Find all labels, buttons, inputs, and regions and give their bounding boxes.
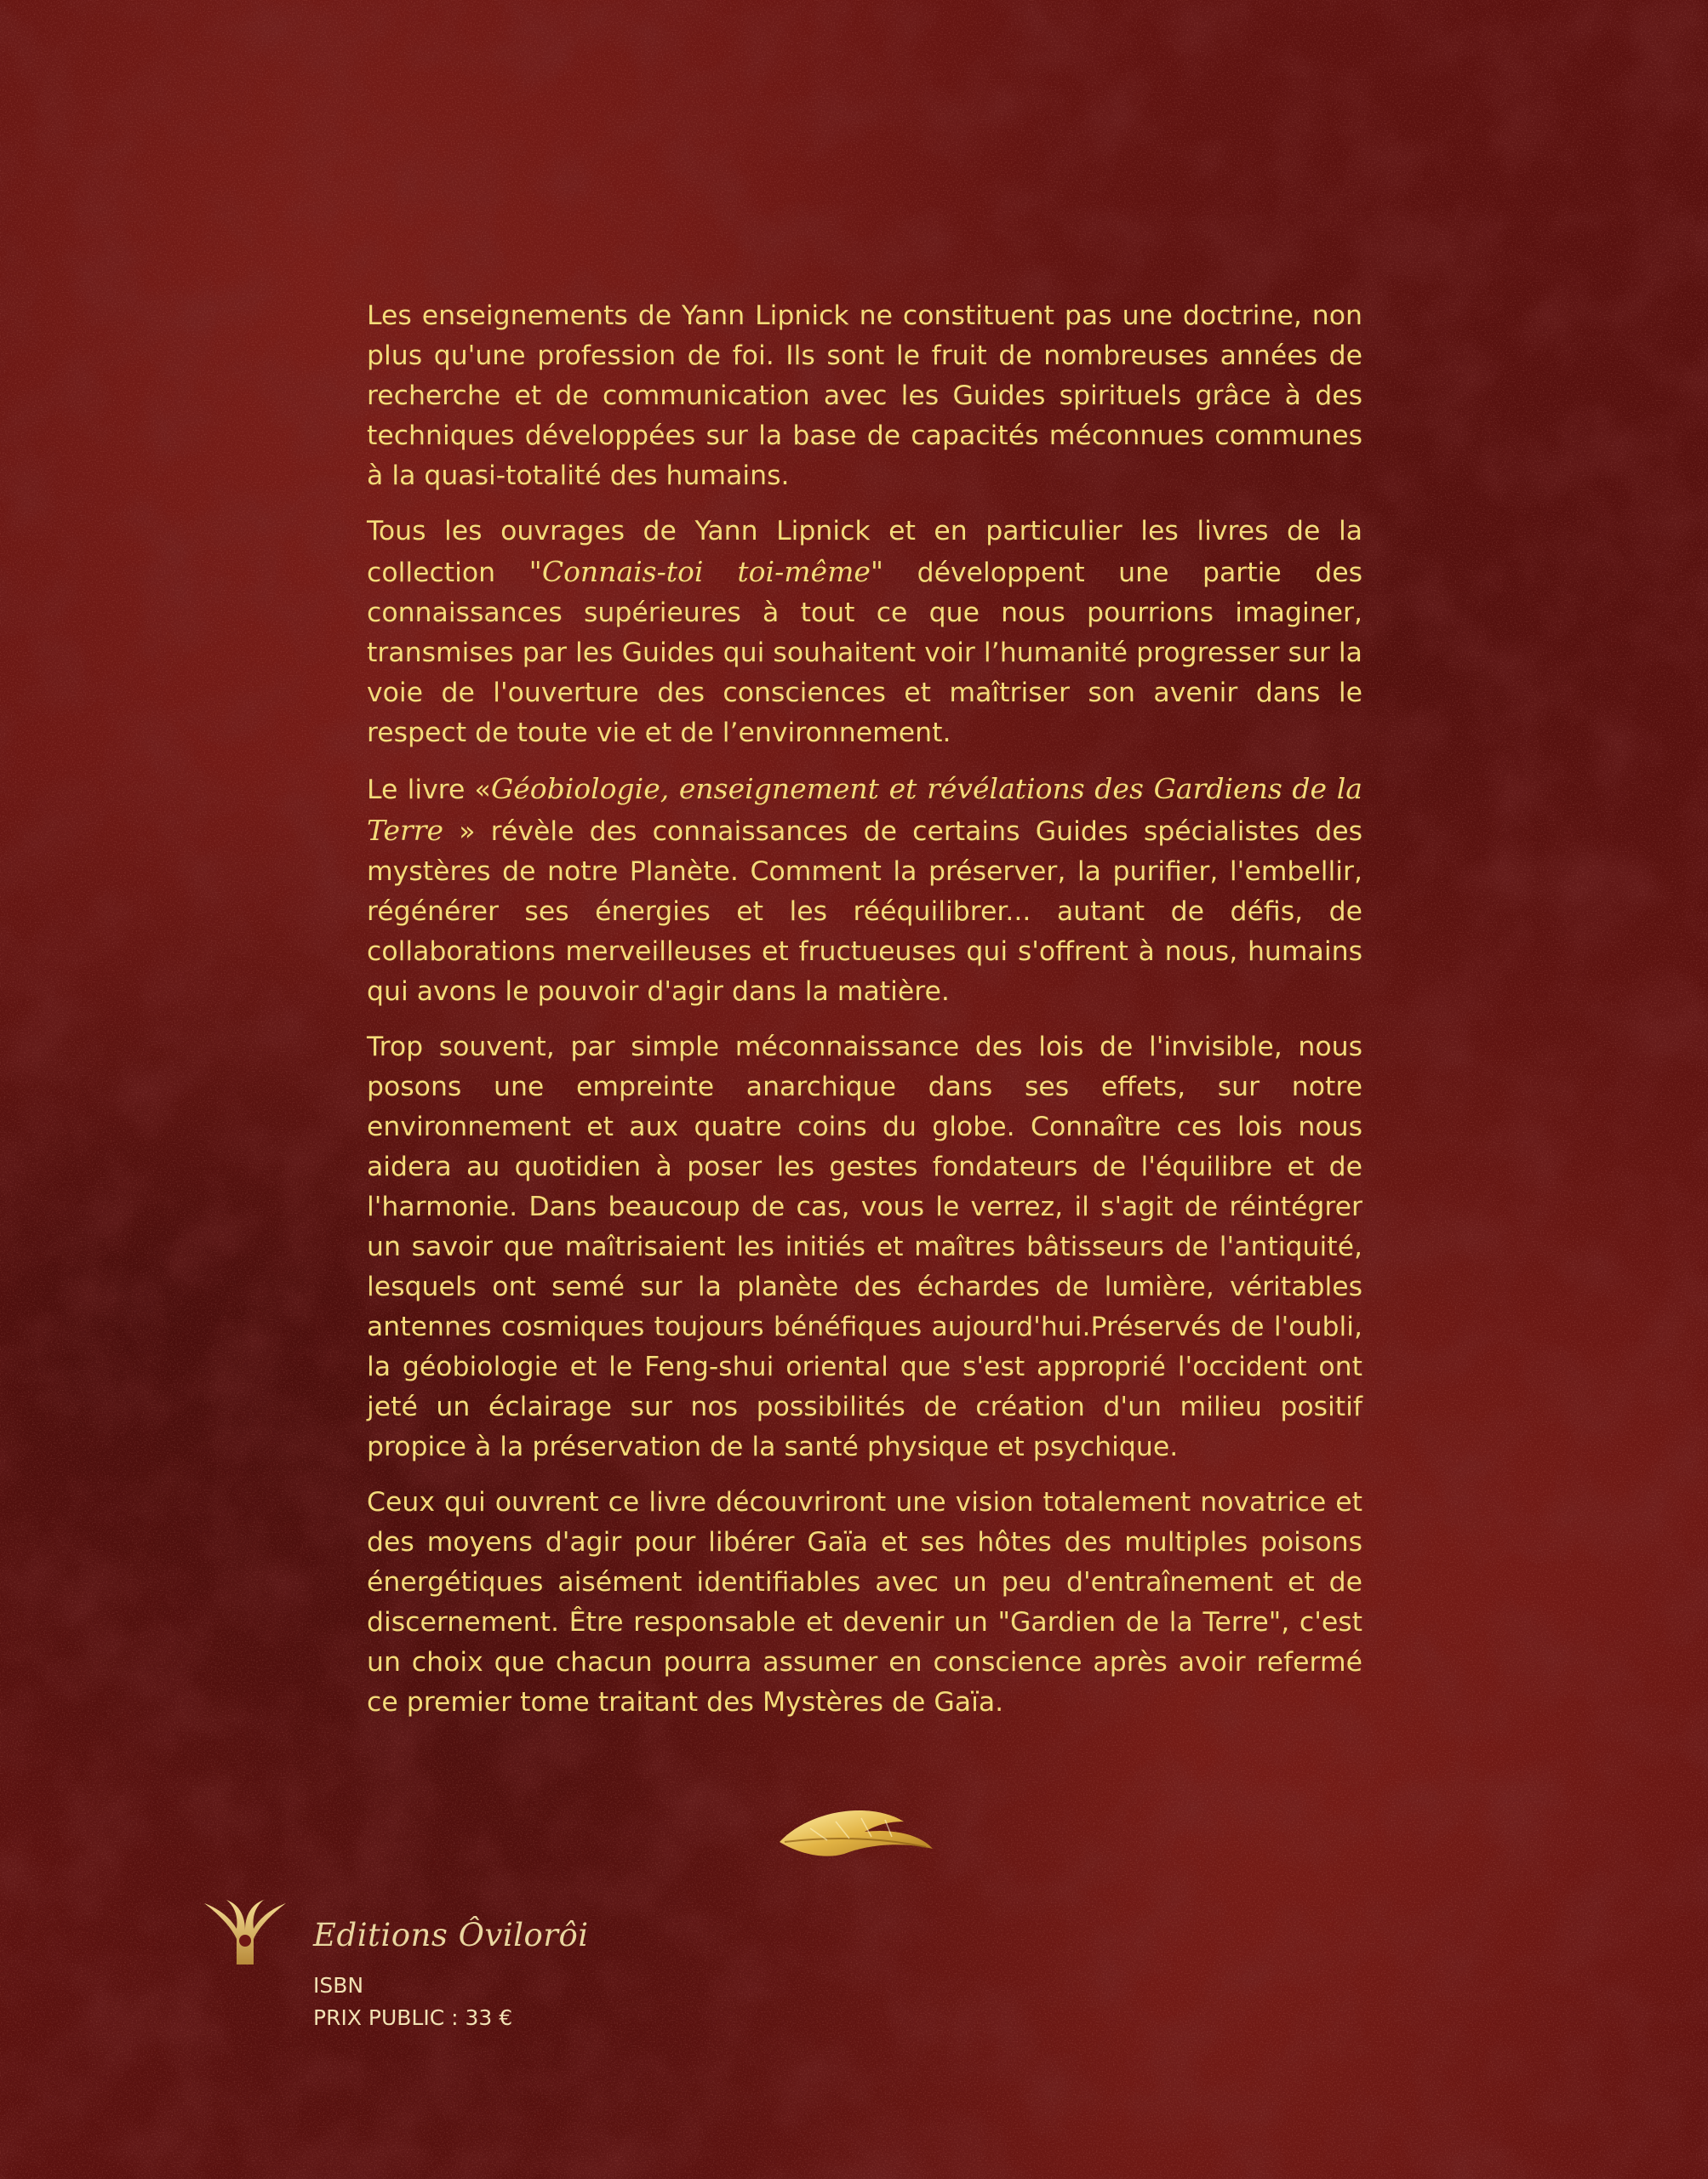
paragraph-1: Les enseignements de Yann Lipnick ne constituent pas une doctrine, non plus qu'une profession de foi. Ils sont le fruit de nombreuses années de recherche et de communication avec les Guides spirituels grâce à des techniques développées sur la base de capacités méconnues communes à la quasi-totalité des humains. xyxy=(367,300,1362,491)
public-price: PRIX PUBLIC : 33 € xyxy=(313,2005,513,2030)
paragraph-2-after: développent une partie des connaissances supérieures à tout ce que nous pourrions imaginer, transmises par les Guides qui souhaitent voir l’humanité progresser sur la voie de l'ouverture des consciences et maîtriser son avenir dans le respect de toute vie et de l’environnement. xyxy=(367,558,1362,748)
paragraph-2 xyxy=(367,512,1362,753)
book-title: Géobiologie, enseignement et révélations des Gardiens de la Terre xyxy=(367,772,1362,847)
paragraph-3-before: Le livre « xyxy=(367,775,491,805)
collection-title: "Connais-toi toi-même" xyxy=(528,555,884,588)
publisher-block xyxy=(201,1896,677,2030)
publisher-name: Editions Ôvilorôi xyxy=(313,1917,589,1953)
publisher-logo-icon xyxy=(201,1896,289,1968)
golden-feather-icon xyxy=(776,1803,934,1864)
paragraph-3-after: » révèle des connaissances de certains Guides spécialistes des mystères de notre Planète. Comment la préserver, la purifier, l'embellir, régénérer ses énergies et les rééquilibrer... autant de défis, de collaborations merveilleuses et fructueuses qui s'offrent à nous, humains qui avons le pouvoir d'agir dans la matière. xyxy=(367,816,1362,1007)
paragraph-2-before: Tous les ouvrages de Yann Lipnick et en particulier les livres de la collection xyxy=(367,516,1362,588)
back-cover-text xyxy=(367,296,1362,1738)
isbn-label: ISBN xyxy=(313,1973,364,1998)
paragraph-3 xyxy=(367,769,1362,1012)
paragraph-5: Ceux qui ouvrent ce livre découvriront une vision totalement novatrice et des moyens d'agir pour libérer Gaïa et ses hôtes des multiples poisons énergétiques aisément identifiables avec un peu d'entraînement et de discernement. Être responsable et devenir un "Gardien de la Terre", c'est un choix que chacun pourra assumer en conscience après avoir refermé ce premier tome traitant des Mystères de Gaïa. xyxy=(367,1487,1362,1718)
paragraph-4: Trop souvent, par simple méconnaissance des lois de l'invisible, nous posons une empreinte anarchique dans ses effets, sur notre environnement et aux quatre coins du globe. Connaître ces lois nous aidera au quotidien à poser les gestes fondateurs de l'équilibre et de l'harmonie. Dans beaucoup de cas, vous le verrez, il s'agit de réintégrer un savoir que maîtrisaient les initiés et maîtres bâtisseurs de l'antiquité, lesquels ont semé sur la planète des échardes de lumière, véritables antennes cosmiques toujours bénéfiques aujourd'hui.Préservés de l'oubli, la géobiologie et le Feng-shui oriental que s'est approprié l'occident ont jeté un éclairage sur nos possibilités de création d'un milieu positif propice à la préservation de la santé physique et psychique. xyxy=(367,1032,1362,1462)
